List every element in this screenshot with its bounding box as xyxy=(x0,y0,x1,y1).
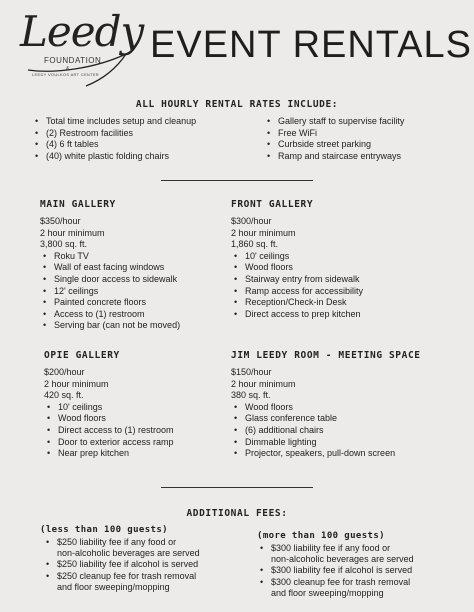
logo-subtitle: LEEDY VOULKOS ART CENTER xyxy=(32,72,99,77)
logo-ampersand: & xyxy=(66,66,70,72)
list-item: • Wood floors xyxy=(231,402,395,414)
fees-over-100-list xyxy=(259,543,414,599)
list-item: • Reception/Check-in Desk xyxy=(231,297,363,309)
list-item: • Stairway entry from sidewalk xyxy=(231,274,363,286)
main-gallery-size: 3,800 sq. ft. xyxy=(40,239,88,250)
list-item: • $300 liability fee if any food or xyxy=(259,543,414,554)
list-item: • Total time includes setup and cleanup xyxy=(32,116,196,128)
main-gallery-rate: $350/hour xyxy=(40,216,81,226)
list-item-continuation: and floor sweeping/mopping xyxy=(271,587,384,598)
divider-top xyxy=(161,180,313,181)
jim-leedy-room-heading: JIM LEEDY ROOM - MEETING SPACE xyxy=(231,350,421,361)
list-item: • 10' ceilings xyxy=(44,402,174,414)
list-item-continuation: non-alcoholic beverages are served xyxy=(271,554,414,565)
list-item: • (4) 6 ft tables xyxy=(32,139,196,151)
jim-leedy-room-details xyxy=(231,367,395,460)
list-item: • $250 cleanup fee for trash removal xyxy=(45,571,200,582)
opie-gallery-details xyxy=(44,367,174,460)
main-gallery-features xyxy=(40,251,180,332)
list-item: • Single door access to sidewalk xyxy=(40,274,180,286)
list-item: • Projector, speakers, pull-down screen xyxy=(231,448,395,460)
front-gallery-features xyxy=(231,251,363,321)
opie-gallery-rate: $200/hour xyxy=(44,367,85,377)
divider-bottom xyxy=(161,487,313,488)
list-item: • Access to (1) restroom xyxy=(40,309,180,321)
main-gallery-details xyxy=(40,216,180,332)
list-item: • Wall of east facing windows xyxy=(40,262,180,274)
list-item: • Painted concrete floors xyxy=(40,297,180,309)
list-item: • $250 liability fee if any food or xyxy=(45,537,200,548)
list-item: • Near prep kitchen xyxy=(44,448,174,460)
list-item: • $250 liability fee if alcohol is served xyxy=(45,559,200,570)
list-item: • 10' ceilings xyxy=(231,251,363,263)
front-gallery-details xyxy=(231,216,363,320)
jim-leedy-room-size: 380 sq. ft. xyxy=(231,390,271,401)
list-item: • Wood floors xyxy=(231,262,363,274)
fees-over-100-heading: (more than 100 guests) xyxy=(257,531,386,541)
list-item: • Dimmable lighting xyxy=(231,437,395,449)
list-item: • (40) white plastic folding chairs xyxy=(32,151,196,163)
list-item: • Ramp access for accessibility xyxy=(231,286,363,298)
jim-leedy-room-rate: $150/hour xyxy=(231,367,272,377)
logo-foundation-text: FOUNDATION xyxy=(44,56,102,65)
list-item: • Serving bar (can not be moved) xyxy=(40,320,180,332)
logo-script-text: Leedy xyxy=(20,7,144,56)
list-item-continuation: non-alcoholic beverages are served xyxy=(57,548,200,559)
fees-under-100-list xyxy=(45,537,200,593)
jim-leedy-room-minimum: 2 hour minimum xyxy=(231,378,296,389)
main-gallery-minimum: 2 hour minimum xyxy=(40,227,105,238)
front-gallery-size: 1,860 sq. ft. xyxy=(231,239,279,250)
list-item: • Wood floors xyxy=(44,413,174,425)
list-item: • 12' ceilings xyxy=(40,286,180,298)
opie-gallery-size: 420 sq. ft. xyxy=(44,390,84,401)
opie-gallery-heading: OPIE GALLERY xyxy=(44,350,120,361)
list-item: • Roku TV xyxy=(40,251,180,263)
list-item: • Gallery staff to supervise facility xyxy=(264,116,404,128)
list-item-continuation: and floor sweeping/mopping xyxy=(57,581,170,592)
front-gallery-minimum: 2 hour minimum xyxy=(231,227,296,238)
list-item: • Free WiFi xyxy=(264,128,404,140)
list-item: • (2) Restroom facilities xyxy=(32,128,196,140)
additional-fees-heading: ADDITIONAL FEES: xyxy=(186,508,288,519)
opie-gallery-features xyxy=(44,402,174,460)
hourly-right-list xyxy=(264,116,404,162)
opie-gallery-minimum: 2 hour minimum xyxy=(44,378,109,389)
list-item: • (6) additional chairs xyxy=(231,425,395,437)
list-item: • Glass conference table xyxy=(231,413,395,425)
fees-under-100-heading: (less than 100 guests) xyxy=(40,525,169,535)
page-title: EVENT RENTALS xyxy=(150,24,473,66)
main-gallery-heading: MAIN GALLERY xyxy=(40,199,116,210)
list-item: • $300 cleanup fee for trash removal xyxy=(259,577,414,588)
list-item: • Door to exterior access ramp xyxy=(44,437,174,449)
list-item: • Direct access to (1) restroom xyxy=(44,425,174,437)
front-gallery-heading: FRONT GALLERY xyxy=(231,199,314,210)
hourly-left-list xyxy=(32,116,196,162)
list-item: • $300 liability fee if alcohol is served xyxy=(259,565,414,576)
list-item: • Direct access to prep kitchen xyxy=(231,309,363,321)
list-item: • Ramp and staircase entryways xyxy=(264,151,404,163)
logo-swoosh-icon xyxy=(26,48,136,88)
hourly-rates-heading: ALL HOURLY RENTAL RATES INCLUDE: xyxy=(135,99,339,110)
list-item: • Curbside street parking xyxy=(264,139,404,151)
jim-leedy-room-features xyxy=(231,402,395,460)
front-gallery-rate: $300/hour xyxy=(231,216,272,226)
